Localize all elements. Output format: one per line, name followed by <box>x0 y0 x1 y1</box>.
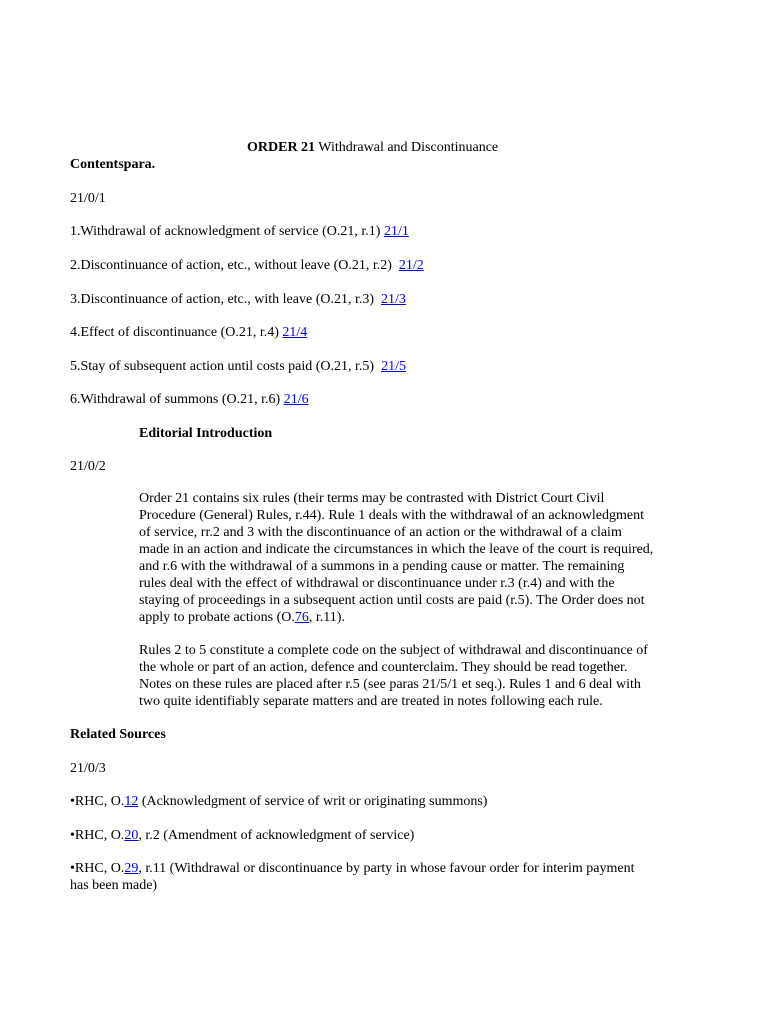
contents-item: 3.Discontinuance of action, etc., with leave (O.21, r.3) 21/3 <box>70 292 406 307</box>
contents-link-21-4[interactable]: 21/4 <box>282 325 308 340</box>
paragraph-number: 21/0/1 <box>70 191 106 206</box>
intro-paragraph-2: Rules 2 to 5 constitute a complete code on the subject of withdrawal and discontinuance of the whole or part of an action, defence and counterclaim. They should be read together. Notes on these rules are placed after r.5 (see paras 21/5/1 et seq.). Rules 1 and 6 deal with two quite identifiably separate matters and are treated in notes following each rule. <box>139 643 648 709</box>
contents-link-21-5[interactable]: 21/5 <box>381 359 406 374</box>
order-12-link[interactable]: 12 <box>124 794 139 809</box>
contents-link-21-3[interactable]: 21/3 <box>381 292 406 307</box>
order-number: ORDER 21 <box>247 140 316 155</box>
related-sources-heading: Related Sources <box>70 727 166 742</box>
contents-link-21-1[interactable]: 21/1 <box>383 224 409 239</box>
source-item: •RHC, O.12 (Acknowledgment of service of writ or originating summons) <box>70 794 488 809</box>
editorial-heading: Editorial Introduction <box>139 426 273 441</box>
contents-item: 1.Withdrawal of acknowledgment of service (O.21, r.1) 21/1 <box>70 224 409 239</box>
intro-paragraph-1: Order 21 contains six rules (their terms may be contrasted with District Court Civil Procedure (General) Rules, r.44). Rule 1 deals with the withdrawal of an acknowledgment of service, rr.2 and 3 with the discontinuance of an action or the withdrawal of a claim made in an action and indicate the circumstances in which the leave of the court is required, and r.6 with the withdrawal of a summons in a pending cause or matter. The remaining rules deal with the effect of withdrawal or discontinuance under r.3 (r.4) and with the staying of proceedings in a subsequent action until costs are paid (r.5). The Order does not apply to probate actions (O.76, r.11). <box>139 491 654 625</box>
order-title: Withdrawal and Discontinuance <box>315 140 499 155</box>
order-76-link[interactable]: 76 <box>294 610 309 625</box>
contents-link-21-2[interactable]: 21/2 <box>398 258 424 273</box>
source-item: •RHC, O.20, r.2 (Amendment of acknowledgment of service) <box>70 828 415 843</box>
order-20-link[interactable]: 20 <box>124 828 139 843</box>
contents-heading: Contentspara. <box>70 157 156 172</box>
paragraph-number: 21/0/2 <box>70 459 106 474</box>
contents-item: 2.Discontinuance of action, etc., without leave (O.21, r.2) 21/2 <box>70 258 424 273</box>
paragraph-number: 21/0/3 <box>70 761 106 776</box>
contents-item: 6.Withdrawal of summons (O.21, r.6) 21/6 <box>70 392 309 407</box>
contents-item: 4.Effect of discontinuance (O.21, r.4) 21/4 <box>70 325 308 340</box>
page-title <box>247 139 498 156</box>
source-item: •RHC, O.29, r.11 (Withdrawal or discontinuance by party in whose favour order for interim payment <box>70 861 635 876</box>
contents-item: 5.Stay of subsequent action until costs paid (O.21, r.5) 21/5 <box>70 359 406 374</box>
contents-link-21-6[interactable]: 21/6 <box>283 392 309 407</box>
source-item-continuation: has been made) <box>70 878 158 893</box>
order-29-link[interactable]: 29 <box>124 861 139 876</box>
